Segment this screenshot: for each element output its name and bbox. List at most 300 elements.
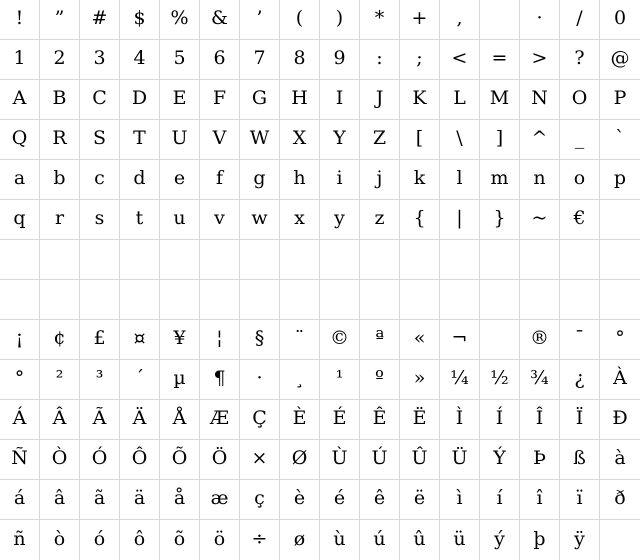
glyph-character — [496, 329, 502, 348]
glyph-cell[interactable] — [0, 520, 40, 560]
glyph-character: G — [251, 87, 268, 109]
glyph-character: \ — [456, 127, 463, 149]
glyph-cell[interactable] — [440, 480, 480, 520]
glyph-cell[interactable] — [320, 360, 360, 400]
glyph-cell[interactable] — [520, 40, 560, 80]
glyph-cell[interactable] — [80, 400, 120, 440]
glyph-cell-empty[interactable] — [200, 240, 240, 280]
glyph-cell[interactable] — [120, 160, 160, 200]
glyph-cell[interactable] — [0, 200, 40, 240]
glyph-character: 0 — [613, 7, 627, 29]
glyph-cell[interactable] — [120, 440, 160, 480]
glyph-cell[interactable] — [200, 320, 240, 360]
glyph-cell-empty[interactable] — [560, 240, 600, 280]
glyph-cell[interactable] — [80, 80, 120, 120]
glyph-cell[interactable] — [440, 400, 480, 440]
glyph-cell[interactable] — [240, 480, 280, 520]
glyph-cell[interactable] — [440, 160, 480, 200]
glyph-character: × — [251, 447, 268, 469]
glyph-cell[interactable] — [480, 440, 520, 480]
glyph-character: ¾ — [530, 367, 549, 389]
glyph-cell[interactable] — [480, 320, 520, 360]
glyph-cell-empty[interactable] — [160, 280, 200, 320]
glyph-cell-empty[interactable] — [280, 280, 320, 320]
glyph-cell[interactable] — [80, 360, 120, 400]
glyph-character: ¸ — [294, 367, 305, 389]
glyph-cell[interactable] — [320, 160, 360, 200]
glyph-cell[interactable] — [480, 480, 520, 520]
glyph-cell[interactable] — [0, 80, 40, 120]
glyph-cell[interactable] — [560, 160, 600, 200]
glyph-character: ó — [93, 527, 106, 550]
glyph-cell[interactable] — [160, 0, 200, 40]
glyph-cell-empty[interactable] — [120, 280, 160, 320]
glyph-cell[interactable] — [400, 440, 440, 480]
glyph-cell[interactable] — [360, 200, 400, 240]
glyph-character: î — [536, 487, 543, 509]
glyph-cell-empty[interactable] — [440, 280, 480, 320]
glyph-cell-empty[interactable] — [520, 280, 560, 320]
glyph-cell[interactable] — [400, 0, 440, 40]
glyph-cell[interactable] — [440, 80, 480, 120]
glyph-character: · — [256, 367, 263, 389]
glyph-cell[interactable] — [400, 120, 440, 160]
glyph-cell[interactable] — [80, 520, 120, 560]
glyph-character: ä — [133, 487, 146, 509]
glyph-character: | — [456, 207, 463, 229]
glyph-character: ë — [413, 487, 426, 509]
glyph-cell[interactable] — [40, 200, 80, 240]
glyph-cell[interactable] — [160, 200, 200, 240]
glyph-cell[interactable] — [120, 360, 160, 400]
glyph-character: } — [493, 207, 506, 229]
glyph-cell[interactable] — [360, 440, 400, 480]
glyph-character: 5 — [173, 47, 186, 69]
glyph-cell[interactable] — [520, 0, 560, 40]
glyph-cell[interactable] — [360, 480, 400, 520]
glyph-cell[interactable] — [120, 0, 160, 40]
glyph-cell[interactable] — [80, 440, 120, 480]
glyph-cell[interactable] — [600, 160, 640, 200]
glyph-cell[interactable] — [520, 360, 560, 400]
glyph-cell[interactable] — [240, 440, 280, 480]
glyph-cell[interactable] — [600, 440, 640, 480]
glyph-cell[interactable] — [240, 200, 280, 240]
glyph-cell-empty[interactable] — [40, 280, 80, 320]
glyph-cell-empty[interactable] — [320, 240, 360, 280]
glyph-cell-empty[interactable] — [80, 240, 120, 280]
glyph-cell[interactable] — [280, 520, 320, 560]
glyph-cell[interactable] — [440, 440, 480, 480]
glyph-cell[interactable] — [320, 320, 360, 360]
glyph-cell-empty[interactable] — [440, 240, 480, 280]
glyph-cell[interactable] — [0, 480, 40, 520]
glyph-cell-empty[interactable] — [80, 280, 120, 320]
glyph-cell[interactable] — [560, 120, 600, 160]
glyph-cell[interactable] — [520, 320, 560, 360]
glyph-cell[interactable] — [40, 400, 80, 440]
glyph-cell[interactable] — [160, 440, 200, 480]
glyph-character: , — [456, 7, 463, 29]
glyph-character: í — [496, 487, 503, 509]
glyph-character: r — [54, 207, 65, 229]
glyph-cell[interactable] — [480, 160, 520, 200]
glyph-character: Ó — [91, 447, 108, 469]
glyph-character: z — [374, 207, 385, 229]
glyph-cell[interactable] — [0, 40, 40, 80]
glyph-cell[interactable] — [560, 200, 600, 240]
glyph-cell[interactable] — [80, 480, 120, 520]
glyph-cell[interactable] — [280, 160, 320, 200]
glyph-cell[interactable] — [600, 320, 640, 360]
glyph-cell[interactable] — [320, 200, 360, 240]
glyph-cell[interactable] — [40, 440, 80, 480]
glyph-character: â — [53, 487, 66, 509]
glyph-cell[interactable] — [560, 400, 600, 440]
glyph-character: [ — [415, 127, 424, 149]
glyph-cell[interactable] — [120, 320, 160, 360]
glyph-character: = — [491, 47, 508, 69]
glyph-character: h — [293, 167, 306, 189]
glyph-cell[interactable] — [520, 200, 560, 240]
glyph-cell-empty[interactable] — [0, 280, 40, 320]
glyph-character: A — [12, 87, 27, 109]
glyph-cell-empty[interactable] — [240, 280, 280, 320]
glyph-character: b — [53, 167, 66, 189]
glyph-cell[interactable] — [440, 520, 480, 560]
glyph-cell-empty[interactable] — [40, 240, 80, 280]
glyph-character: Ò — [51, 447, 68, 469]
glyph-cell-empty[interactable] — [560, 280, 600, 320]
glyph-cell-empty[interactable] — [320, 280, 360, 320]
glyph-cell-empty[interactable] — [600, 280, 640, 320]
glyph-cell[interactable] — [360, 320, 400, 360]
glyph-cell[interactable] — [200, 120, 240, 160]
glyph-cell[interactable] — [240, 120, 280, 160]
glyph-cell[interactable] — [80, 160, 120, 200]
glyph-cell[interactable] — [240, 520, 280, 560]
glyph-character: ¼ — [450, 367, 469, 389]
glyph-cell[interactable] — [520, 480, 560, 520]
glyph-cell[interactable] — [480, 400, 520, 440]
glyph-cell[interactable] — [560, 320, 600, 360]
glyph-cell[interactable] — [560, 480, 600, 520]
glyph-cell[interactable] — [360, 160, 400, 200]
glyph-character: F — [212, 87, 227, 109]
glyph-character: Ë — [412, 407, 427, 429]
glyph-cell[interactable] — [400, 480, 440, 520]
glyph-character: ^ — [531, 127, 548, 149]
glyph-cell[interactable] — [440, 40, 480, 80]
glyph-cell[interactable] — [280, 360, 320, 400]
glyph-cell[interactable] — [200, 200, 240, 240]
glyph-character: ¢ — [53, 327, 66, 349]
glyph-cell[interactable] — [240, 320, 280, 360]
glyph-cell[interactable] — [480, 360, 520, 400]
glyph-character: æ — [210, 487, 229, 509]
glyph-cell-empty[interactable] — [200, 280, 240, 320]
glyph-cell[interactable] — [120, 520, 160, 560]
glyph-cell[interactable] — [600, 360, 640, 400]
glyph-cell[interactable] — [560, 520, 600, 560]
glyph-cell[interactable] — [400, 160, 440, 200]
glyph-cell[interactable] — [480, 200, 520, 240]
glyph-cell-empty[interactable] — [120, 240, 160, 280]
glyph-cell-empty[interactable] — [400, 280, 440, 320]
glyph-cell[interactable] — [520, 80, 560, 120]
glyph-cell-empty[interactable] — [480, 240, 520, 280]
glyph-character: v — [214, 207, 225, 229]
glyph-cell-empty[interactable] — [160, 240, 200, 280]
glyph-cell[interactable] — [160, 520, 200, 560]
glyph-cell[interactable] — [200, 40, 240, 80]
glyph-character: B — [52, 87, 67, 109]
glyph-cell[interactable] — [240, 360, 280, 400]
glyph-cell[interactable] — [360, 80, 400, 120]
glyph-cell[interactable] — [600, 400, 640, 440]
glyph-cell[interactable] — [480, 0, 520, 40]
glyph-cell[interactable] — [320, 440, 360, 480]
glyph-cell[interactable] — [520, 160, 560, 200]
glyph-cell[interactable] — [200, 480, 240, 520]
glyph-cell[interactable] — [360, 40, 400, 80]
glyph-cell[interactable] — [480, 120, 520, 160]
glyph-cell[interactable] — [120, 80, 160, 120]
glyph-character: ã — [93, 487, 106, 509]
glyph-cell-empty[interactable] — [400, 240, 440, 280]
glyph-cell[interactable] — [280, 480, 320, 520]
glyph-cell[interactable] — [320, 400, 360, 440]
glyph-character: _ — [574, 127, 585, 149]
glyph-cell[interactable] — [400, 80, 440, 120]
glyph-cell[interactable] — [520, 120, 560, 160]
glyph-cell[interactable] — [80, 40, 120, 80]
glyph-cell[interactable] — [200, 0, 240, 40]
glyph-character: ò — [53, 527, 66, 550]
glyph-cell[interactable] — [0, 0, 40, 40]
glyph-cell[interactable] — [480, 80, 520, 120]
glyph-character: > — [531, 47, 548, 69]
glyph-cell[interactable] — [280, 120, 320, 160]
glyph-cell[interactable] — [440, 120, 480, 160]
glyph-character: Z — [372, 127, 387, 149]
glyph-cell[interactable] — [320, 520, 360, 560]
glyph-character: ½ — [490, 367, 509, 389]
glyph-cell-empty[interactable] — [600, 200, 640, 240]
glyph-character: l — [456, 167, 463, 189]
glyph-cell[interactable] — [160, 40, 200, 80]
glyph-cell[interactable] — [520, 400, 560, 440]
glyph-cell[interactable] — [440, 320, 480, 360]
glyph-cell[interactable] — [200, 160, 240, 200]
glyph-cell-empty[interactable] — [0, 240, 40, 280]
glyph-cell[interactable] — [600, 480, 640, 520]
glyph-cell[interactable] — [440, 0, 480, 40]
glyph-cell[interactable] — [200, 520, 240, 560]
glyph-character: ¥ — [173, 327, 186, 349]
glyph-cell[interactable] — [40, 360, 80, 400]
glyph-cell[interactable] — [280, 440, 320, 480]
glyph-cell[interactable] — [160, 320, 200, 360]
glyph-cell[interactable] — [160, 120, 200, 160]
glyph-cell[interactable] — [360, 400, 400, 440]
glyph-cell[interactable] — [40, 320, 80, 360]
glyph-cell[interactable] — [240, 40, 280, 80]
glyph-cell[interactable] — [80, 200, 120, 240]
glyph-cell[interactable] — [160, 160, 200, 200]
glyph-cell-empty[interactable] — [280, 240, 320, 280]
glyph-character: ´ — [134, 367, 145, 389]
glyph-cell[interactable] — [320, 40, 360, 80]
glyph-cell[interactable] — [40, 40, 80, 80]
glyph-cell[interactable] — [0, 120, 40, 160]
glyph-cell[interactable] — [40, 520, 80, 560]
glyph-cell[interactable] — [440, 200, 480, 240]
glyph-cell[interactable] — [240, 160, 280, 200]
glyph-cell[interactable] — [360, 520, 400, 560]
glyph-cell[interactable] — [240, 400, 280, 440]
glyph-character: € — [573, 207, 586, 229]
glyph-character: & — [211, 7, 228, 29]
glyph-cell[interactable] — [320, 0, 360, 40]
glyph-character: { — [413, 207, 426, 229]
glyph-cell[interactable] — [280, 400, 320, 440]
glyph-cell[interactable] — [120, 120, 160, 160]
glyph-cell[interactable] — [360, 120, 400, 160]
glyph-cell[interactable] — [160, 480, 200, 520]
glyph-cell[interactable] — [520, 520, 560, 560]
glyph-cell[interactable] — [200, 440, 240, 480]
glyph-character: ° — [14, 367, 25, 389]
glyph-character: ® — [530, 327, 549, 349]
glyph-cell[interactable] — [480, 40, 520, 80]
glyph-cell-empty[interactable] — [240, 240, 280, 280]
glyph-character: Â — [52, 407, 67, 429]
glyph-character: Ç — [252, 407, 267, 429]
glyph-cell[interactable] — [560, 0, 600, 40]
glyph-cell[interactable] — [400, 320, 440, 360]
glyph-character: Ú — [371, 447, 388, 469]
glyph-cell[interactable] — [120, 200, 160, 240]
glyph-cell-empty[interactable] — [480, 280, 520, 320]
glyph-character: E — [172, 87, 187, 109]
glyph-character: £ — [93, 327, 106, 349]
glyph-character: s — [94, 207, 105, 229]
glyph-character: Ã — [92, 407, 107, 429]
glyph-cell[interactable] — [120, 480, 160, 520]
glyph-character: M — [489, 87, 510, 109]
glyph-cell[interactable] — [280, 200, 320, 240]
glyph-cell[interactable] — [440, 360, 480, 400]
glyph-cell-empty[interactable] — [600, 240, 640, 280]
glyph-character: T — [133, 127, 146, 149]
glyph-cell[interactable] — [600, 120, 640, 160]
glyph-character: Ð — [612, 407, 628, 429]
glyph-cell[interactable] — [400, 400, 440, 440]
glyph-cell[interactable] — [40, 80, 80, 120]
glyph-cell[interactable] — [400, 520, 440, 560]
glyph-cell[interactable] — [0, 440, 40, 480]
glyph-character: U — [171, 127, 188, 149]
glyph-cell[interactable] — [200, 400, 240, 440]
glyph-cell[interactable] — [600, 80, 640, 120]
glyph-cell[interactable] — [0, 360, 40, 400]
glyph-cell[interactable] — [40, 120, 80, 160]
glyph-cell[interactable] — [160, 400, 200, 440]
glyph-cell[interactable] — [280, 40, 320, 80]
glyph-cell-empty[interactable] — [520, 240, 560, 280]
glyph-cell[interactable] — [0, 400, 40, 440]
glyph-cell-empty[interactable] — [360, 240, 400, 280]
glyph-character: ç — [254, 487, 265, 509]
glyph-cell-empty[interactable] — [600, 520, 640, 560]
glyph-cell[interactable] — [200, 80, 240, 120]
glyph-cell[interactable] — [560, 440, 600, 480]
glyph-cell[interactable] — [40, 160, 80, 200]
glyph-cell[interactable] — [320, 120, 360, 160]
glyph-cell[interactable] — [160, 360, 200, 400]
glyph-cell[interactable] — [120, 400, 160, 440]
glyph-cell[interactable] — [400, 40, 440, 80]
glyph-cell[interactable] — [400, 360, 440, 400]
glyph-cell[interactable] — [280, 0, 320, 40]
glyph-cell[interactable] — [360, 360, 400, 400]
glyph-cell[interactable] — [80, 320, 120, 360]
glyph-cell[interactable] — [320, 480, 360, 520]
glyph-character: ¦ — [216, 327, 223, 349]
glyph-character: ) — [335, 7, 344, 29]
glyph-character: c — [94, 167, 105, 189]
glyph-cell[interactable] — [40, 0, 80, 40]
glyph-cell[interactable] — [160, 80, 200, 120]
glyph-cell[interactable] — [480, 520, 520, 560]
glyph-cell[interactable] — [400, 200, 440, 240]
glyph-cell-empty[interactable] — [360, 280, 400, 320]
glyph-character: ³ — [95, 367, 104, 389]
glyph-character: t — [135, 207, 144, 229]
glyph-cell[interactable] — [560, 40, 600, 80]
glyph-character: Q — [11, 127, 28, 149]
glyph-cell[interactable] — [360, 0, 400, 40]
glyph-cell[interactable] — [40, 480, 80, 520]
glyph-character: O — [571, 87, 588, 109]
glyph-cell[interactable] — [80, 120, 120, 160]
glyph-character: ý — [494, 527, 505, 550]
glyph-cell[interactable] — [200, 360, 240, 400]
glyph-cell[interactable] — [120, 40, 160, 80]
glyph-character: ð — [614, 487, 626, 509]
glyph-cell[interactable] — [280, 320, 320, 360]
glyph-cell[interactable] — [560, 80, 600, 120]
glyph-character: # — [91, 7, 108, 29]
glyph-cell[interactable] — [560, 360, 600, 400]
glyph-cell[interactable] — [0, 160, 40, 200]
glyph-character: ¶ — [213, 367, 226, 389]
glyph-cell[interactable] — [520, 440, 560, 480]
glyph-character: e — [173, 167, 186, 189]
glyph-cell[interactable] — [320, 80, 360, 120]
glyph-cell[interactable] — [600, 0, 640, 40]
glyph-cell[interactable] — [80, 0, 120, 40]
glyph-cell[interactable] — [240, 0, 280, 40]
glyph-character: ÿ — [574, 527, 585, 550]
glyph-character: ¤ — [133, 327, 146, 349]
glyph-cell[interactable] — [280, 80, 320, 120]
glyph-cell[interactable] — [240, 80, 280, 120]
glyph-cell[interactable] — [0, 320, 40, 360]
glyph-character: d — [133, 167, 146, 189]
glyph-cell[interactable] — [600, 40, 640, 80]
